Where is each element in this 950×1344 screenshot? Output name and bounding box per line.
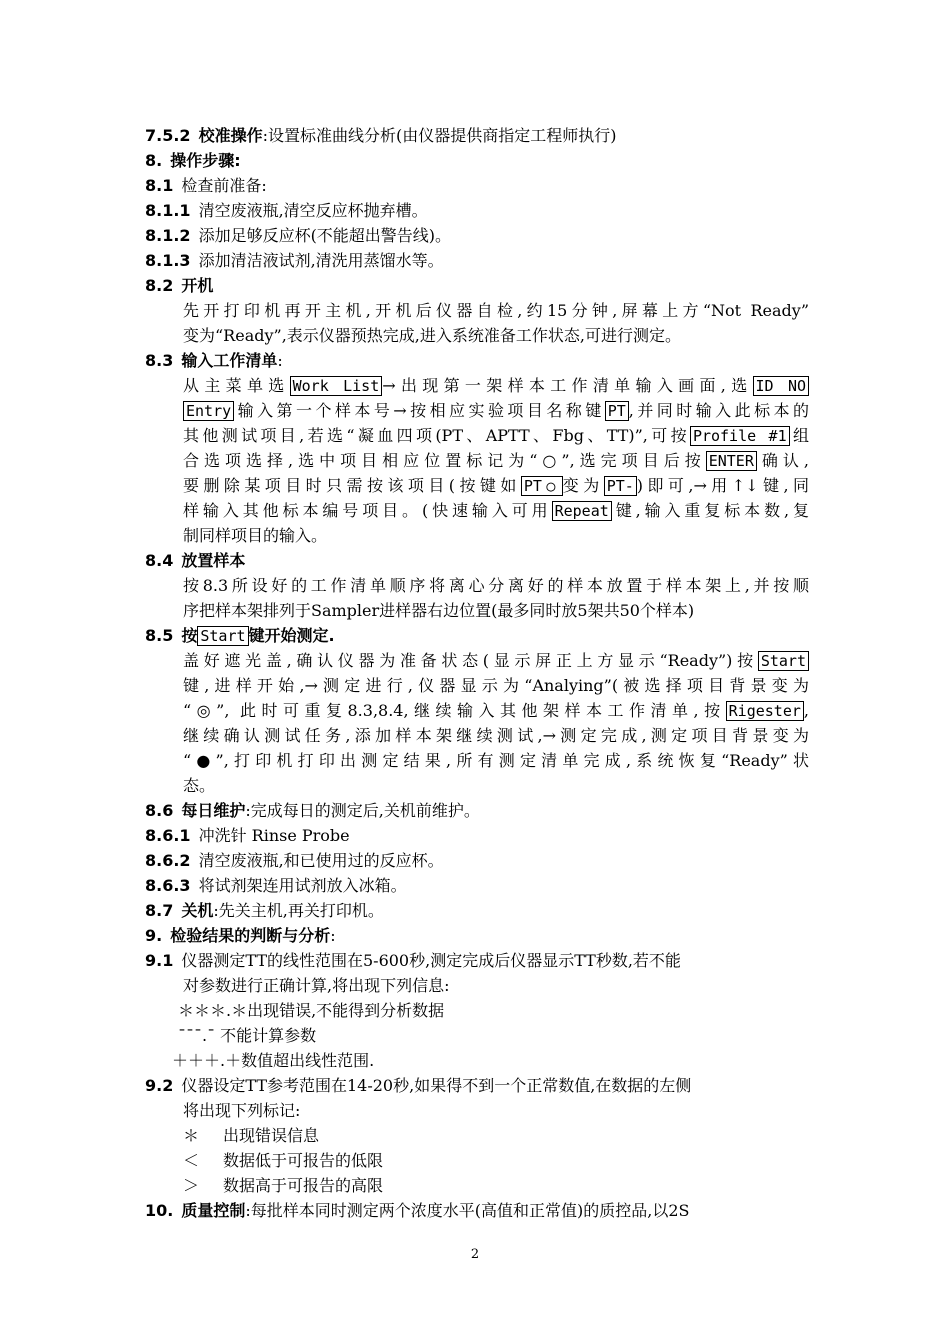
key-work-list: Work List	[290, 376, 383, 396]
line-text: 确认,	[756, 451, 809, 470]
section-heading: 每日维护	[181, 801, 246, 820]
message-item: ＊＊＊.＊出现错误,不能得到分析数据	[178, 1001, 445, 1020]
line-text: 从主菜单选	[183, 376, 290, 395]
section-8	[145, 150, 241, 172]
section-number: 8.1.2	[145, 226, 191, 245]
section-number: 8.7	[145, 901, 174, 920]
section-number: 8.3	[145, 351, 174, 370]
paragraph-line: 先开打印机再开主机,开机后仪器自检,约15分钟,屏幕上方“Not Ready”	[183, 301, 809, 320]
section-8-1-1	[145, 200, 428, 222]
page-number: 2	[470, 1247, 480, 1262]
section-text: 冲洗针 Rinse Probe	[198, 826, 350, 845]
section-8-1	[145, 175, 267, 197]
section-text: 清空废液瓶,和已使用过的反应杯。	[198, 851, 444, 870]
paragraph-line: 将出现下列标记:	[183, 1101, 301, 1120]
section-8-7	[145, 900, 384, 922]
paragraph-line: 态。	[183, 776, 216, 795]
line-text: 变为	[562, 476, 604, 495]
paragraph-line	[183, 500, 809, 522]
section-8-6-3	[145, 875, 407, 897]
paragraph-line	[183, 425, 809, 447]
key-enter: ENTER	[706, 451, 757, 471]
message-item: ¯¯¯.¯ 不能计算参数	[178, 1026, 317, 1045]
flag-item	[183, 1125, 319, 1147]
section-9	[145, 925, 336, 947]
section-9-1	[145, 950, 681, 972]
line-text: 样输入其他标本编号项目。(快速输入可用	[183, 501, 552, 520]
paragraph-line: 按8.3所设好的工作清单顺序将离心分离好的样本放置于样本架上,并按顺	[183, 576, 809, 595]
section-text: 仪器测定TT的线性范围在5-600秒,测定完成后仪器显示TT秒数,若不能	[181, 951, 681, 970]
line-text: )即可,→用↑↓键,同	[636, 476, 809, 495]
section-text: :每批样本同时测定两个浓度水平(高值和正常值)的质控品,以2S	[245, 1201, 690, 1220]
flag-symbol: ＜	[183, 1151, 200, 1170]
section-number: 8.	[145, 151, 163, 170]
section-text: 检查前准备:	[181, 176, 267, 195]
paragraph-line	[183, 375, 809, 397]
section-number: 8.6	[145, 801, 174, 820]
section-number: 8.6.2	[145, 851, 191, 870]
key-entry: Entry	[183, 401, 234, 421]
flag-item	[183, 1150, 383, 1172]
paragraph-line: 继续确认测试任务,添加样本架继续测试,→测定完成,测定项目背景变为	[183, 726, 809, 745]
line-text: 输入第一个样本号→按相应实验项目名称键	[234, 401, 605, 420]
section-number: 8.6.1	[145, 826, 191, 845]
section-text: 添加足够反应杯(不能超出警告线)。	[198, 226, 452, 245]
section-text: 将试剂架连用试剂放入冰箱。	[198, 876, 407, 895]
section-text: :设置标准曲线分析(由仪器提供商指定工程师执行)	[262, 126, 617, 145]
section-number: 8.6.3	[145, 876, 191, 895]
section-number: 8.1	[145, 176, 174, 195]
paragraph-line	[183, 400, 809, 422]
paragraph-line: 对参数进行正确计算,将出现下列信息:	[183, 976, 450, 995]
section-8-3-heading	[145, 350, 283, 372]
section-heading: 操作步骤:	[170, 151, 241, 170]
section-text: 清空废液瓶,清空反应杯抛弃槽。	[198, 201, 428, 220]
heading-colon: :	[330, 926, 336, 945]
section-8-6	[145, 800, 480, 822]
section-number: 8.4	[145, 551, 174, 570]
paragraph-line: 键,进样开始,→测定进行,仪器显示为“Analying”(被选择项目背景变为	[183, 676, 809, 695]
key-profile-1: Profile #1	[690, 426, 790, 446]
flag-text: 数据低于可报告的低限	[223, 1151, 384, 1170]
section-heading: 按	[181, 626, 198, 645]
line-text: →出现第一架样本工作清单输入画面,选	[382, 376, 753, 395]
paragraph-line	[183, 450, 809, 472]
flag-text: 出现错误信息	[223, 1126, 320, 1145]
heading-colon: :	[277, 351, 283, 370]
paragraph-line	[183, 650, 809, 672]
paragraph-line: 制同样项目的输入。	[183, 526, 328, 545]
section-text: 仪器设定TT参考范围在14-20秒,如果得不到一个正常数值,在数据的左侧	[181, 1076, 692, 1095]
line-text: 盖好遮光盖,确认仪器为准备状态(显示屏正上方显示“Ready”)按	[183, 651, 758, 670]
paragraph-line	[183, 475, 809, 497]
section-number: 8.1.1	[145, 201, 191, 220]
key-pt: PT	[605, 401, 629, 421]
section-text: 添加清洁液试剂,清洗用蒸馏水等。	[198, 251, 444, 270]
paragraph-line: 序把样本架排列于Sampler进样器右边位置(最多同时放5架共50个样本)	[183, 601, 695, 620]
line-text: 其他测试项目,若选“凝血四项(PT、APTT、Fbg、TT)”,可按	[183, 426, 690, 445]
line-text: 组	[789, 426, 809, 445]
section-8-6-2	[145, 850, 444, 872]
key-pt-circle: PT○	[521, 476, 563, 496]
section-text: :先关主机,再关打印机。	[213, 901, 384, 920]
key-rigester: Rigester	[726, 701, 804, 721]
key-start: Start	[197, 626, 248, 646]
section-number: 8.2	[145, 276, 174, 295]
section-7-5-2	[145, 125, 616, 147]
section-10	[145, 1200, 689, 1222]
paragraph-line	[183, 700, 809, 722]
section-heading: 关机	[181, 901, 214, 920]
flag-text: 数据高于可报告的高限	[223, 1176, 384, 1195]
line-text: “◎”, 此时可重复8.3,8.4,继续输入其他架样本工作清单,按	[183, 701, 726, 720]
section-number: 8.1.3	[145, 251, 191, 270]
flag-item	[183, 1175, 383, 1197]
section-text: :完成每日的测定后,关机前维护。	[245, 801, 480, 820]
section-number: 8.5	[145, 626, 174, 645]
section-number: 9.	[145, 926, 163, 945]
section-8-5-heading	[145, 625, 335, 647]
section-8-1-3	[145, 250, 444, 272]
section-8-1-2	[145, 225, 451, 247]
section-heading: 输入工作清单	[181, 351, 278, 370]
paragraph-line: “●”,打印机打印出测定结果,所有测定清单完成,系统恢复“Ready”状	[183, 751, 809, 770]
line-text: 要删除某项目时只需按该项目(按键如	[183, 476, 521, 495]
section-heading: 质量控制	[181, 1201, 246, 1220]
key-repeat: Repeat	[552, 501, 612, 521]
section-8-6-1	[145, 825, 350, 847]
section-heading: 键开始测定.	[248, 626, 335, 645]
section-number: 10.	[145, 1201, 174, 1220]
key-pt-dash: PT-	[604, 476, 637, 496]
flag-symbol: ＊	[183, 1126, 200, 1145]
message-item: ＋＋＋.＋数值超出线性范围.	[172, 1051, 375, 1070]
key-start: Start	[758, 651, 809, 671]
section-number: 7.5.2	[145, 126, 191, 145]
section-heading: 放置样本	[181, 551, 246, 570]
section-heading: 校准操作	[198, 126, 263, 145]
flag-symbol: ＞	[183, 1176, 200, 1195]
line-text: 键,输入重复标本数,复	[611, 501, 809, 520]
line-text: ,并同时输入此标本的	[628, 401, 809, 420]
section-9-2	[145, 1075, 691, 1097]
section-8-4-heading	[145, 550, 245, 572]
line-text: 合选项选择,选中项目相应位置标记为“○”,选完项目后按	[183, 451, 706, 470]
section-number: 9.1	[145, 951, 174, 970]
paragraph-line: 变为“Ready”,表示仪器预热完成,进入系统准备工作状态,可进行测定。	[183, 326, 681, 345]
section-heading: 开机	[181, 276, 214, 295]
line-text: ,	[803, 701, 809, 720]
section-8-2-heading	[145, 275, 213, 297]
key-id-no: ID NO	[753, 376, 809, 396]
section-number: 9.2	[145, 1076, 174, 1095]
section-heading: 检验结果的判断与分析	[170, 926, 331, 945]
